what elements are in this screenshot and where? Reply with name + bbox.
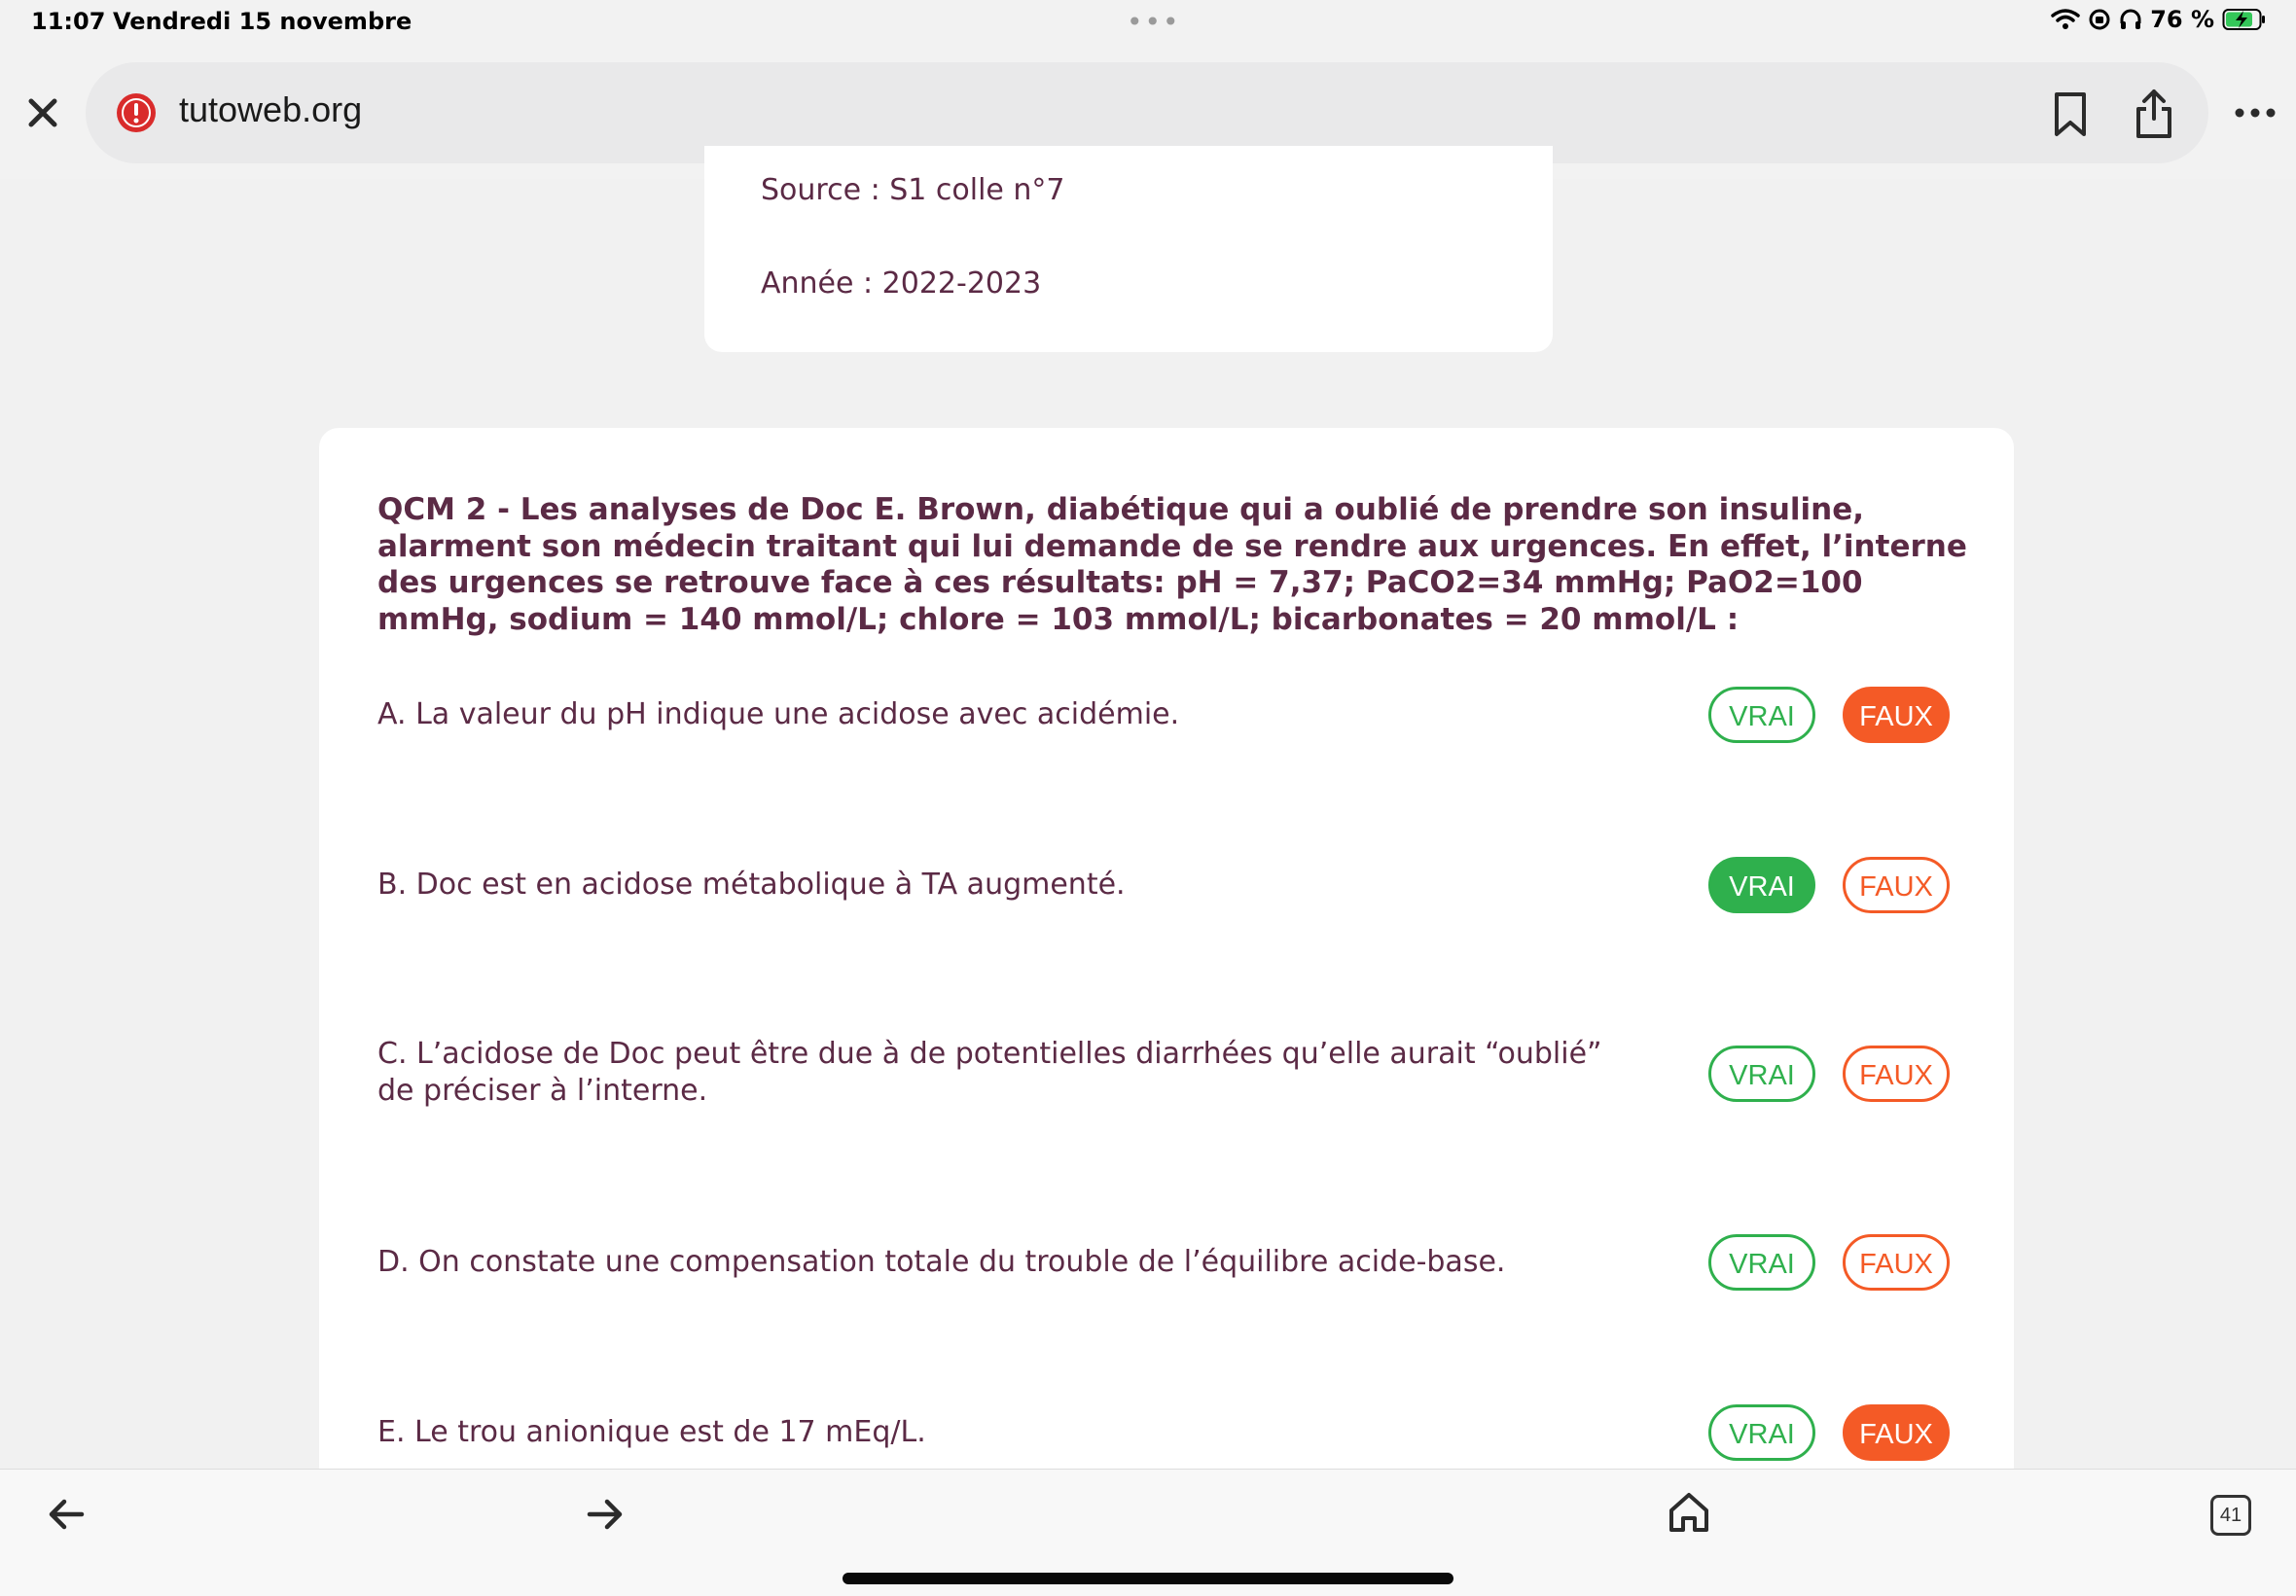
wifi-icon [2051, 8, 2080, 31]
qcm-card [319, 428, 2014, 1595]
answer-d-text: D. On constate une compensation totale du trouble de l’équilibre acide-base. [377, 1245, 1506, 1279]
back-arrow-icon[interactable] [47, 1497, 86, 1532]
answer-c-vrai-button[interactable]: VRAI [1708, 1046, 1815, 1102]
close-icon[interactable] [21, 91, 64, 134]
tabs-count-button[interactable]: 41 [2210, 1495, 2251, 1536]
battery-percent: 76 % [2150, 6, 2214, 33]
info-card [704, 146, 1553, 352]
answer-b-faux-button[interactable]: FAUX [1843, 857, 1950, 913]
url-text[interactable]: tutoweb.org [179, 89, 363, 129]
home-icon[interactable] [1668, 1491, 1710, 1534]
answer-e-faux-button[interactable]: FAUX [1843, 1404, 1950, 1461]
orientation-lock-icon [2088, 8, 2111, 31]
answer-a-vrai-button[interactable]: VRAI [1708, 687, 1815, 743]
headphones-icon [2119, 8, 2142, 31]
home-indicator[interactable] [843, 1573, 1453, 1584]
battery-charging-icon [2222, 8, 2267, 31]
answer-b-text: B. Doc est en acidose métabolique à TA augmenté. [377, 868, 1126, 902]
answer-c-text: C. L’acidose de Doc peut être due à de potentielles diarrhées qu’elle aurait “oublié” de préciser à l’interne. [377, 1037, 1602, 1108]
answer-b-vrai-button[interactable]: VRAI [1708, 857, 1815, 913]
more-icon[interactable] [2234, 105, 2277, 121]
status-time: 11:07 [31, 8, 106, 35]
status-date: Vendredi 15 novembre [113, 8, 413, 35]
year-text: Année : 2022-2023 [761, 266, 1042, 301]
warning-icon[interactable] [115, 91, 158, 134]
forward-arrow-icon[interactable] [586, 1497, 625, 1532]
qcm-question: QCM 2 - Les analyses de Doc E. Brown, diabétique qui a oublié de prendre son insuline, alarment son médecin traitant qui lui demande de se rendre aux urgences. En effet, l’interne des urgences se retrouve face à ces résultats: pH = 7,37; PaCO2=34 mmHg; PaO2=100 mmHg, sodium = 140 mmol/L; chlore = 103 mmol/L; bicarbonates = 20 mmol/L : [377, 492, 1967, 637]
bookmark-icon[interactable] [2051, 91, 2090, 138]
answer-a-faux-button[interactable]: FAUX [1843, 687, 1950, 743]
answer-d-faux-button[interactable]: FAUX [1843, 1234, 1950, 1291]
share-icon[interactable] [2133, 88, 2175, 140]
answer-c-faux-button[interactable]: FAUX [1843, 1046, 1950, 1102]
bottom-toolbar [0, 1469, 2296, 1596]
source-text: Source : S1 colle n°7 [761, 173, 1065, 207]
answer-d-vrai-button[interactable]: VRAI [1708, 1234, 1815, 1291]
answer-e-text: E. Le trou anionique est de 17 mEq/L. [377, 1415, 926, 1449]
answer-a-text: A. La valeur du pH indique une acidose avec acidémie. [377, 697, 1180, 731]
status-bar [0, 0, 2296, 47]
answer-e-vrai-button[interactable]: VRAI [1708, 1404, 1815, 1461]
multitasking-dots-icon[interactable]: ••• [1127, 6, 1181, 38]
